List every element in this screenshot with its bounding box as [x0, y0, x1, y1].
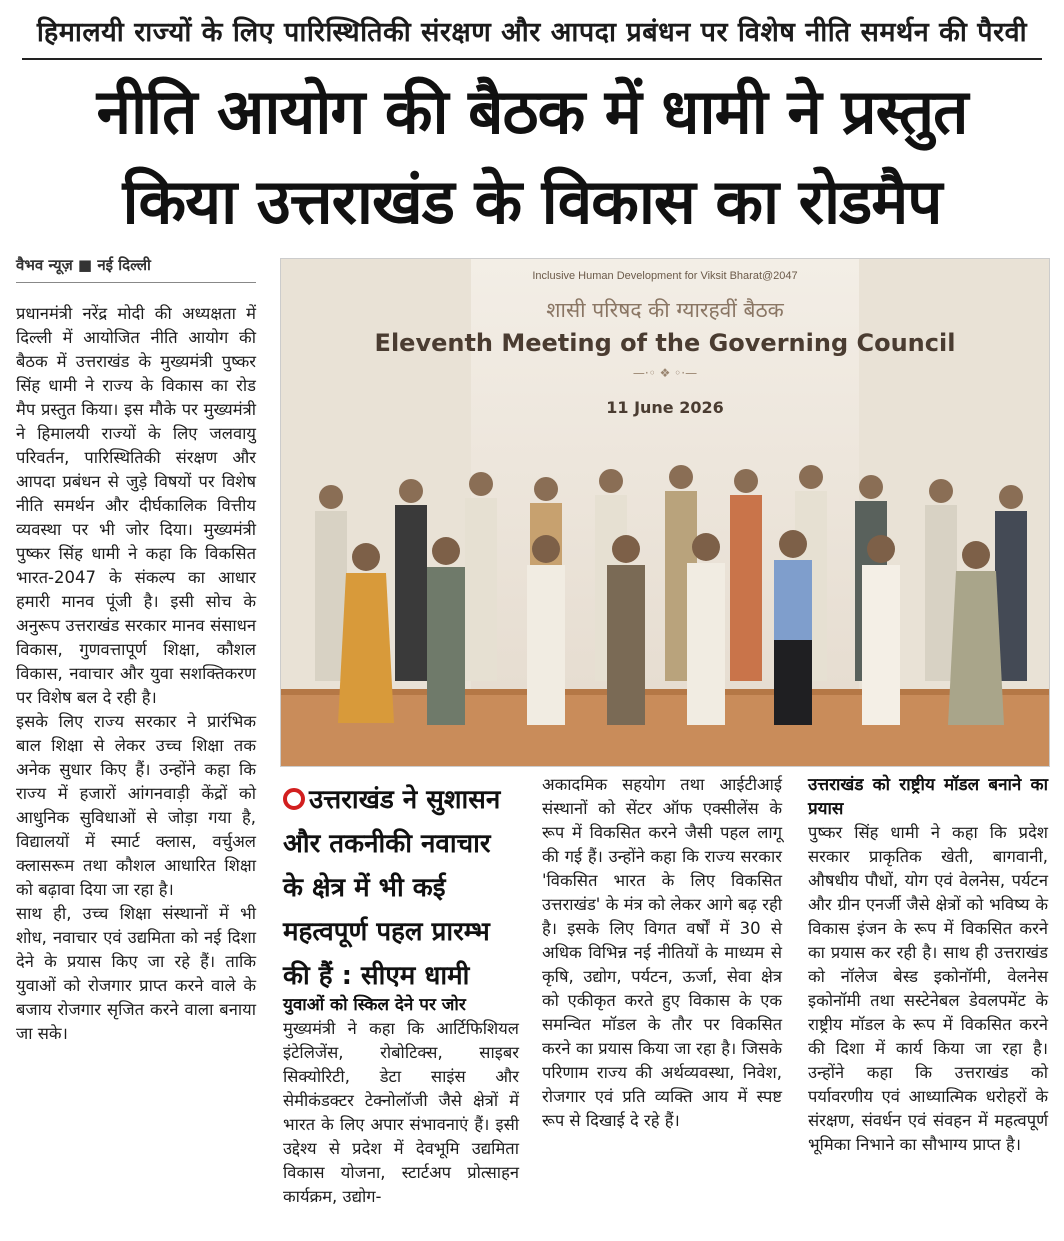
paragraph: इसके लिए राज्य सरकार ने प्रारंभिक बाल शिक्षा से लेकर उच्च शिक्षा तक अनेक सुधार किए हैं। उन्होंने कहा कि राज्य में हजारों आंगनवाड़ी केंद्रों को आधुनिक सुविधाओं से जोड़ा गया है, विद्यालयों में स्मार्ट क्लास, वर्चुअल क्लासरूम तथा कौशल आधारित शिक्षा को बढ़ावा दिया जा रहा है।	[16, 712, 256, 899]
headline-line-1: नीति आयोग की बैठक में धामी ने प्रस्तुत	[96, 75, 968, 148]
column-4	[808, 773, 1048, 1157]
byline: वैभव न्यूज़ ■ नई दिल्ली	[16, 256, 151, 274]
banner-hindi-text: शासी परिषद की ग्यारहवीं बैठक	[546, 298, 784, 322]
subhead-national-model: उत्तराखंड को राष्ट्रीय मॉडल बनाने का प्रयास	[808, 775, 1048, 819]
banner-english-text: Eleventh Meeting of the Governing Council	[374, 329, 956, 357]
column-2	[283, 993, 519, 1209]
banner-small-text: Inclusive Human Development for Viksit Bharat@2047	[532, 270, 798, 282]
headline-line-2: किया उत्तराखंड के विकास का रोडमैप	[122, 165, 942, 238]
paragraph: अकादमिक सहयोग तथा आईटीआई संस्थानों को सेंटर ऑफ एक्सीलेंस के रूप में विकसित करने जैसी पहल लागू की गई हैं। उन्होंने कहा कि राज्य सरकार 'विकसित भारत के लिए विकसित उत्तराखंड' के मंत्र को लेकर आगे बढ़ रही है। इसके लिए विगत वर्षों में 30 से अधिक विभिन्न नई नीतियों के माध्यम से कृषि, उद्योग, पर्यटन, ऊर्जा, सेवा क्षेत्र को एकीकृत करते हुए विकास के एक समन्वित मॉडल के तौर पर विकसित करने का प्रयास किया जा रहा है। जिसके परिणाम राज्य की अर्थव्यवस्था, निवेश, रोजगार एवं प्रति व्यक्ति आय में स्पष्ट रूप से दिखाई दे रहे हैं।	[542, 775, 782, 1130]
paragraph: पुष्कर सिंह धामी ने कहा कि प्रदेश सरकार प्राकृतिक खेती, बागवानी, औषधीय पौधों, योग एवं वेलनेस, पर्यटन और ग्रीन एनर्जी जैसे क्षेत्रों को भविष्य के विकास इंजन के रूप में विकसित करने का प्रयास कर रही है। साथ ही उत्तराखंड को नॉलेज बेस्ड इकोनॉमी, वेलनेस इकोनॉमी तथा सस्टेनेबल डेवलपमेंट के राष्ट्रीय मॉडल के रूप में विकसित करने की दिशा में कार्य किया जा रहा है। उन्होंने कहा कि उत्तराखंड को पर्यावरणीय एवं आध्यात्मिक धरोहरों के संरक्षण, संवर्धन एवं संवहन में महत्वपूर्ण भूमिका निभाने का सौभाग्य प्राप्त है।	[808, 823, 1048, 1154]
meeting-photo	[280, 258, 1050, 767]
paragraph: मुख्यमंत्री ने कहा कि आर्टिफिशियल इंटेलिजेंस, रोबोटिक्स, साइबर सिक्योरिटी, डेटा साइंस और सेमीकंडक्टर टेक्नोलॉजी जैसे क्षेत्रों में भारत के लिए अपार संभावनाएं हैं। इसी उद्देश्य से प्रदेश में देवभूमि उद्यमिता विकास योजना, स्टार्टअप प्रोत्साहन कार्यक्रम, उद्योग-	[283, 1019, 519, 1206]
byline-divider	[16, 282, 256, 283]
pull-quote-text: उत्तराखंड ने सुशासन और तकनीकी नवाचार के क्षेत्र में भी कई महत्वपूर्ण पहल प्रारम्भ की हैं : सीएम धामी	[283, 785, 501, 991]
kicker-divider	[22, 58, 1042, 60]
paragraph: साथ ही, उच्च शिक्षा संस्थानों में भी शोध, नवाचार एवं उद्यमिता को नई दिशा देने के प्रयास किए जा रहे हैं। ताकि युवाओं को रोजगार प्राप्त करने वाले के बजाय रोजगार सृजित करने वाला बनाया जा सके।	[16, 904, 256, 1043]
column-1	[16, 302, 256, 1046]
paragraph: प्रधानमंत्री नरेंद्र मोदी की अध्यक्षता में दिल्ली में आयोजित नीति आयोग की बैठक में उत्तराखंड के मुख्यमंत्री पुष्कर सिंह धामी ने राज्य के विकास का रोड मैप प्रस्तुत किया। इस मौके पर मुख्यमंत्री ने हिमालयी राज्यों के लिए जलवायु परिवर्तन, पारिस्थितिकी संरक्षण और आपदा प्रबंधन से जुड़े विषयों पर विशेष नीति समर्थन और दीर्घकालिक वित्तीय व्यवस्था पर भी जोर दिया। मुख्यमंत्री पुष्कर सिंह धामी ने कहा कि विकसित भारत-2047 के संकल्प का आधार हमारी मानव पूंजी है। इसी सोच के अनुरूप उत्तराखंड सरकार मानव संसाधन विकास, गुणवत्तापूर्ण शिक्षा, कौशल विकास, नवाचार और युवा सशक्तिकरण पर विशेष बल दे रही है।	[16, 304, 256, 707]
subhead-skills: युवाओं को स्किल देने पर जोर	[283, 995, 466, 1015]
column-3	[542, 773, 782, 1133]
banner-ornament: —·◦ ❖ ◦·—	[632, 366, 698, 380]
pull-quote	[283, 778, 513, 998]
kicker: हिमालयी राज्यों के लिए पारिस्थितिकी संरक्षण और आपदा प्रबंधन पर विशेष नीति समर्थन की पैरवी	[36, 16, 1028, 48]
banner-date-text: 11 June 2026	[606, 398, 724, 417]
group-photo-illustration	[281, 259, 1049, 766]
